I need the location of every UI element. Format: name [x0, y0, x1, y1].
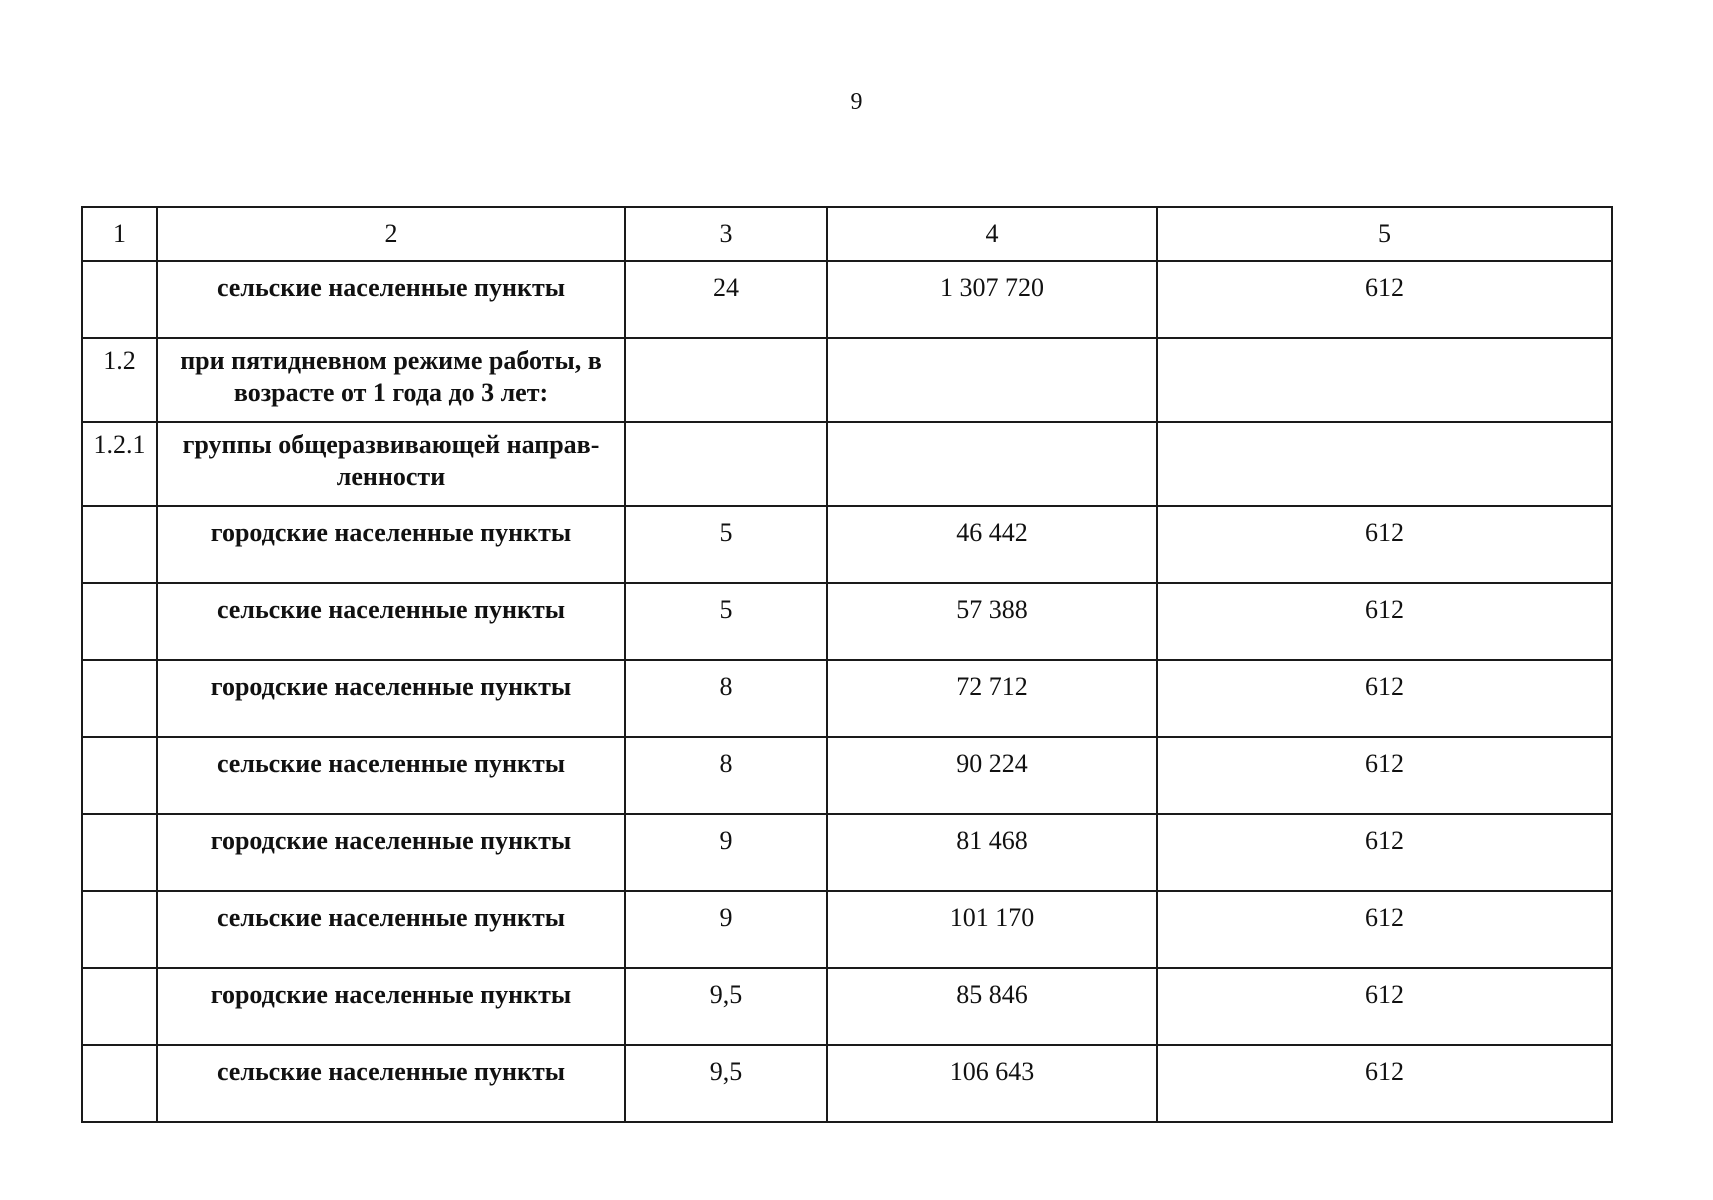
row-label: городские населенные пункты — [157, 506, 625, 583]
section-number: 1.2 — [82, 338, 157, 422]
group-hours-value: 8 — [625, 660, 827, 737]
row-number — [82, 583, 157, 660]
code-value: 612 — [1157, 660, 1612, 737]
code-value: 612 — [1157, 737, 1612, 814]
group-hours-value: 9,5 — [625, 1045, 827, 1122]
column-number-1: 1 — [82, 207, 157, 261]
section-label: при пятидневном режиме работы, в возрасте от 1 года до 3 лет: — [157, 338, 625, 422]
group-hours-value: 9 — [625, 814, 827, 891]
code-value: 612 — [1157, 261, 1612, 338]
cost-value: 81 468 — [827, 814, 1157, 891]
table-row — [82, 506, 1612, 583]
row-label: сельские населенные пункты — [157, 891, 625, 968]
table-row — [82, 814, 1612, 891]
row-number — [82, 814, 157, 891]
column-number-3: 3 — [625, 207, 827, 261]
group-hours-value: 24 — [625, 261, 827, 338]
group-hours-value: 8 — [625, 737, 827, 814]
tariff-table — [81, 206, 1613, 1123]
cost-value: 101 170 — [827, 891, 1157, 968]
group-hours-value: 5 — [625, 583, 827, 660]
code-value — [1157, 338, 1612, 422]
row-number — [82, 506, 157, 583]
table-row — [82, 583, 1612, 660]
code-value: 612 — [1157, 968, 1612, 1045]
column-number-2: 2 — [157, 207, 625, 261]
table-header-row — [82, 207, 1612, 261]
row-label: сельские населенные пункты — [157, 737, 625, 814]
table-row — [82, 1045, 1612, 1122]
row-label: сельские населенные пункты — [157, 261, 625, 338]
cost-value: 85 846 — [827, 968, 1157, 1045]
cost-value: 90 224 — [827, 737, 1157, 814]
section-row — [82, 422, 1612, 506]
row-number — [82, 1045, 157, 1122]
group-hours-value — [625, 338, 827, 422]
group-hours-value — [625, 422, 827, 506]
row-label: сельские населенные пункты — [157, 1045, 625, 1122]
column-number-4: 4 — [827, 207, 1157, 261]
row-number — [82, 660, 157, 737]
page-number: 9 — [850, 89, 863, 115]
table-row — [82, 261, 1612, 338]
code-value — [1157, 422, 1612, 506]
row-number — [82, 737, 157, 814]
cost-value: 106 643 — [827, 1045, 1157, 1122]
cost-value: 46 442 — [827, 506, 1157, 583]
table-row — [82, 737, 1612, 814]
column-number-5: 5 — [1157, 207, 1612, 261]
code-value: 612 — [1157, 583, 1612, 660]
group-hours-value: 9 — [625, 891, 827, 968]
table-row — [82, 660, 1612, 737]
code-value: 612 — [1157, 814, 1612, 891]
cost-value: 1 307 720 — [827, 261, 1157, 338]
cost-value: 57 388 — [827, 583, 1157, 660]
code-value: 612 — [1157, 1045, 1612, 1122]
row-number — [82, 968, 157, 1045]
table-row — [82, 891, 1612, 968]
section-label: группы общеразвивающей направ-ленности — [157, 422, 625, 506]
cost-value: 72 712 — [827, 660, 1157, 737]
cost-value — [827, 338, 1157, 422]
row-number — [82, 891, 157, 968]
row-label: городские населенные пункты — [157, 814, 625, 891]
row-label: городские населенные пункты — [157, 660, 625, 737]
code-value: 612 — [1157, 891, 1612, 968]
code-value: 612 — [1157, 506, 1612, 583]
section-number: 1.2.1 — [82, 422, 157, 506]
row-label: сельские населенные пункты — [157, 583, 625, 660]
group-hours-value: 5 — [625, 506, 827, 583]
row-label: городские населенные пункты — [157, 968, 625, 1045]
cost-value — [827, 422, 1157, 506]
section-row — [82, 338, 1612, 422]
group-hours-value: 9,5 — [625, 968, 827, 1045]
row-number — [82, 261, 157, 338]
table-row — [82, 968, 1612, 1045]
